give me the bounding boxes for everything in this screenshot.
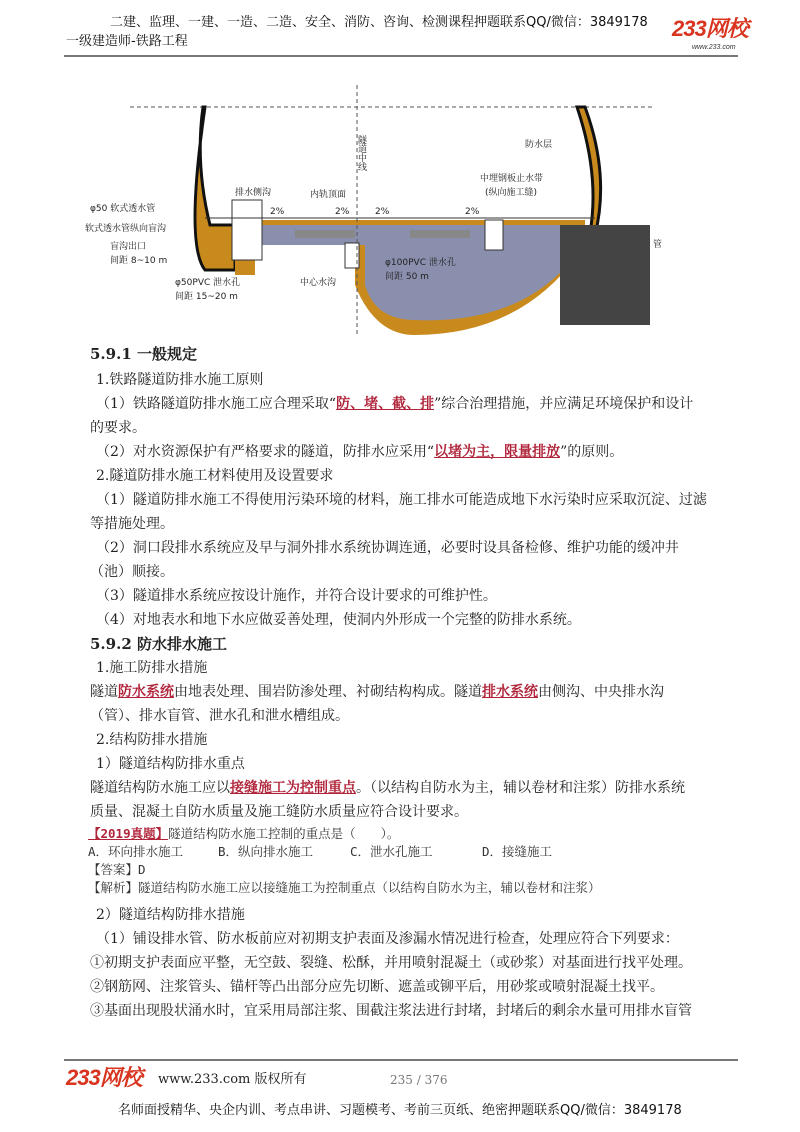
text: 。（以结构自防水为主，辅以卷材和注浆）防排水系统 — [356, 780, 685, 796]
text: （1）铁路隧道防排水施工应合理采取“ — [96, 396, 337, 412]
question-tag: 【2019真题】 — [88, 826, 169, 841]
text: 由侧沟、中央排水沟 — [538, 684, 664, 700]
text: ”综合治理措施，并应满足环境保护和设计 — [434, 396, 694, 412]
subheading: 1.施工防排水措施 — [96, 660, 208, 676]
right-lining — [577, 107, 601, 235]
question-option: A．环向排水施工 — [88, 844, 184, 859]
text: 由地表处理、围岩防渗处理、衬砌结构构成。隧道 — [174, 684, 482, 700]
label-slope: 2% — [375, 207, 390, 217]
paragraph-line: （池）顺接。 — [90, 564, 174, 580]
question-option: B．纵向排水施工 — [218, 844, 314, 859]
label-soft-pipe: φ50 软式透水管 — [90, 204, 156, 214]
label-slope: 2% — [270, 207, 285, 217]
paragraph-line — [90, 779, 685, 797]
section-title: 5.9.2 防水排水施工 — [90, 635, 227, 653]
label-outlet-spacing: 间距 8~10 m — [110, 256, 168, 266]
footer-divider — [64, 1059, 738, 1061]
paragraph-line: ①初期支护表面应平整，无空鼓、裂缝、松酥，并用喷射混凝土（或砂浆）对基面进行找平处理。 — [90, 955, 692, 971]
footer-promo: 名师面授精华、央企内训、考点串讲、习题模考、考前三页纸、绝密押题联系QQ/微信：3849178 — [118, 1103, 682, 1118]
label-pvc50: φ50PVC 泄水孔 — [175, 278, 241, 288]
label-rail-top: 内轨顶面 — [310, 190, 347, 200]
paragraph-line: ②钢筋网、注浆管头、锚杆等凸出部分应先切断、遮盖或铆平后，用砂浆或喷射混凝土找平。 — [90, 979, 664, 995]
paragraph-line: （1）铺设排水管、防水板前应对初期支护表面及渗漏水情况进行检查，处理应符合下列要求： — [96, 931, 679, 947]
label-ditch-outlet: 盲沟出口 — [110, 242, 147, 252]
header-divider — [64, 55, 738, 57]
label-center-ditch: 中心水沟 — [300, 278, 337, 288]
label-pvc50-spacing: 间距 15~20 m — [175, 292, 238, 302]
text: （2）对水资源保护有严格要求的隧道，防排水应采用“ — [96, 444, 435, 460]
label-pvc100: φ100PVC 泄水孔 — [385, 258, 456, 268]
paragraph-line: （1）隧道防排水施工不得使用污染环境的材料，施工排水可能造成地下水污染时应采取沉淀、过滤 — [96, 492, 707, 508]
left-lining — [195, 107, 235, 270]
footer-logo: 233网校 — [66, 1065, 142, 1090]
header-logo-url: www.233.com — [692, 44, 736, 51]
question-analysis: 【解析】隧道结构防水施工应以接缝施工为控制重点（以结构自防水为主，辅以卷材和注浆） — [88, 880, 601, 895]
question-answer: 【答案】D — [88, 862, 146, 877]
subheading: 1.铁路隧道防排水施工原则 — [96, 372, 264, 388]
question-option: D．接缝施工 — [482, 844, 553, 859]
question-option: C．泄水孔施工 — [350, 844, 433, 859]
paragraph-line: （4）对地表水和地下水应做妥善处理，使洞内外形成一个完整的防排水系统。 — [96, 612, 581, 628]
text: 隧道结构防水施工控制的重点是（ ）。 — [168, 826, 400, 841]
question-stem — [88, 826, 399, 841]
subheading: 2.结构防排水措施 — [96, 732, 208, 748]
label-pvc100-spacing: 间距 50 m — [385, 272, 429, 282]
text: 隧道 — [90, 684, 118, 700]
label-blind-ditch: 软式透水管纵向盲沟 — [85, 224, 167, 234]
label-pipe: 管 — [653, 240, 663, 250]
header-promo: 二建、监理、一建、一造、二造、安全、消防、咨询、检测课程押题联系QQ/微信：3849178 — [110, 15, 648, 30]
label-waterstop-note: (纵向施工缝) — [485, 188, 538, 198]
paragraph-line: （3）隧道排水系统应按设计施作，并符合设计要求的可维护性。 — [96, 588, 497, 604]
label-side-ditch: 排水侧沟 — [235, 188, 272, 198]
section-title: 5.9.1 一般规定 — [90, 345, 197, 363]
highlight: 防水系统 — [118, 684, 174, 700]
highlight: 防、堵、截、排 — [336, 396, 435, 412]
tunnel-drainage-diagram — [85, 85, 690, 337]
label-slope: 2% — [335, 207, 350, 217]
paragraph-line: （管）、排水盲管、泄水孔和泄水槽组成。 — [90, 708, 349, 724]
subheading: 1）隧道结构防排水重点 — [96, 756, 245, 772]
paragraph-line: ③基面出现股状涌水时，宜采用局部注浆、围截注浆法进行封堵，封堵后的剩余水量可用排水盲管 — [90, 1003, 692, 1019]
label-waterproof-layer: 防水层 — [525, 140, 553, 150]
highlight: 排水系统 — [482, 684, 538, 700]
subheading: 2）隧道结构防排水措施 — [96, 907, 245, 923]
paragraph-line: （2）洞口段排水系统应及早与洞外排水系统协调连通，必要时设具备检修、维护功能的缓冲井 — [96, 540, 679, 556]
paragraph-line — [96, 395, 693, 413]
header-subject: 一级建造师-铁路工程 — [66, 34, 188, 49]
paragraph-line — [90, 683, 664, 701]
highlight: 接缝施工为控制重点 — [230, 780, 356, 796]
paragraph-line: 质量、混凝土自防水质量及施工缝防水质量应符合设计要求。 — [90, 804, 468, 820]
highlight: 以堵为主，限量排放 — [434, 444, 561, 460]
paragraph-line: 等措施处理。 — [90, 516, 174, 532]
text: ”的原则。 — [560, 444, 624, 460]
label-centerline: 隧道中线 — [356, 135, 366, 171]
paragraph-line: 的要求。 — [90, 420, 146, 436]
page-number: 235 / 376 — [390, 1073, 448, 1087]
header-logo: 233网校 — [672, 16, 748, 41]
subheading: 2.隧道防排水施工材料使用及设置要求 — [96, 468, 334, 484]
pipe-box — [560, 225, 650, 325]
label-slope: 2% — [465, 207, 480, 217]
paragraph-line — [96, 443, 623, 461]
text: 隧道结构防水施工应以 — [90, 780, 230, 796]
label-steel-waterstop: 中埋钢板止水带 — [480, 174, 544, 184]
footer-copyright: www.233.com 版权所有 — [158, 1072, 307, 1087]
